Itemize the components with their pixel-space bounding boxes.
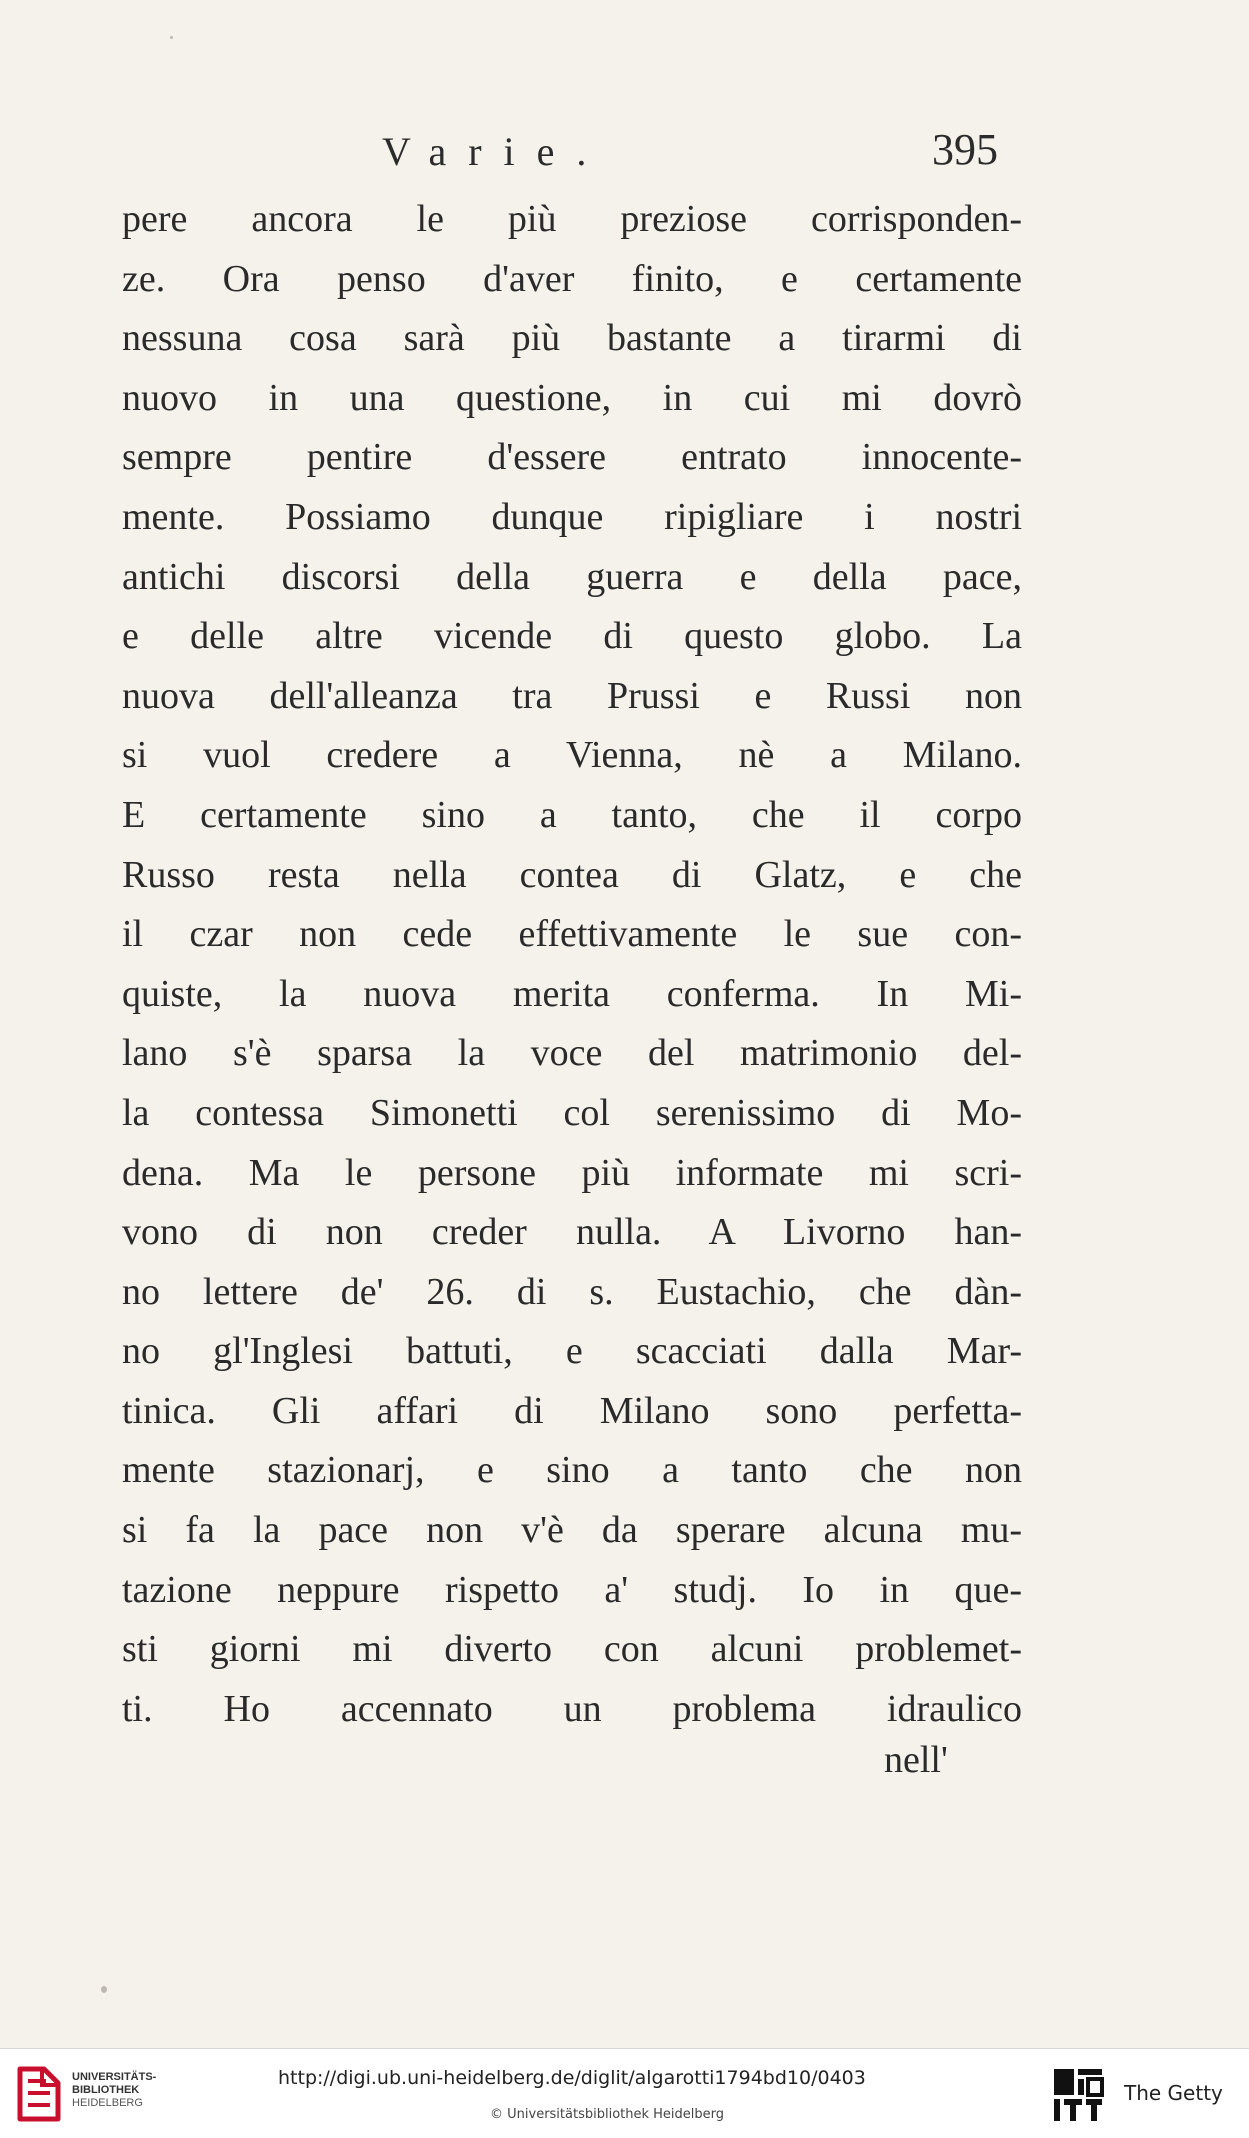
getty-logo-icon[interactable] <box>1052 2067 1104 2123</box>
text-line: nessuna cosa sarà più bastante a tirarmi di <box>122 317 1022 360</box>
library-name-line1: UNIVERSITÄTS- <box>72 2071 157 2083</box>
text-line: sempre pentire d'essere entrato innocente- <box>122 436 1022 479</box>
text-line: e delle altre vicende di questo globo. La <box>122 615 1022 658</box>
text-line: lano s'è sparsa la voce del matrimonio del- <box>122 1032 1022 1075</box>
text-line: il czar non cede effettivamente le sue con- <box>122 913 1022 956</box>
text-line: dena. Ma le persone più informate mi scri- <box>122 1151 1022 1194</box>
text-line: no lettere de' 26. di s. Eustachio, che dàn- <box>122 1270 1022 1313</box>
text-line: la contessa Simonetti col serenissimo di Mo- <box>122 1091 1022 1134</box>
text-line: ze. Ora penso d'aver finito, e certamente <box>122 257 1022 300</box>
text-line: vono di non creder nulla. A Livorno han- <box>122 1211 1022 1254</box>
copyright-notice: © Universitätsbibliothek Heidelberg <box>490 2107 725 2122</box>
library-name-line2: BIBLIOTHEK <box>72 2084 140 2096</box>
text-line: tazione neppure rispetto a' studj. Io in que- <box>122 1568 1022 1611</box>
viewer-footer <box>0 2048 1249 2138</box>
library-name <box>72 2071 156 2110</box>
text-line: mente stazionarj, e sino a tanto che non <box>122 1449 1022 1492</box>
text-line: sti giorni mi diverto con alcuni problemet- <box>122 1628 1022 1671</box>
university-library-logo-icon[interactable] <box>14 2063 64 2125</box>
text-line: quiste, la nuova merita conferma. In Mi- <box>122 972 1022 1015</box>
text-line: Russo resta nella contea di Glatz, e che <box>122 853 1022 896</box>
text-line: no gl'Inglesi battuti, e scacciati dalla Mar- <box>122 1330 1022 1373</box>
page-header <box>0 125 1249 178</box>
text-line: si fa la pace non v'è da sperare alcuna mu- <box>122 1509 1022 1552</box>
paper-speck <box>101 1986 107 1993</box>
text-line: E certamente sino a tanto, che il corpo <box>122 793 1022 836</box>
text-line: mente. Possiamo dunque ripigliare i nostri <box>122 495 1022 538</box>
text-line: pere ancora le più preziose corrisponden- <box>122 198 1022 240</box>
text-line: ti. Ho accennato un problema idraulico <box>122 1687 1022 1730</box>
running-head: Varie. <box>382 129 609 174</box>
text-line: nuovo in una questione, in cui mi dovrò <box>122 376 1022 419</box>
body-text <box>122 190 1022 1739</box>
getty-name: The Getty <box>1124 2081 1223 2105</box>
permalink-url[interactable]: http://digi.ub.uni-heidelberg.de/diglit/algarotti1794bd10/0403 <box>278 2067 866 2089</box>
library-name-line3: HEIDELBERG <box>72 2097 143 2109</box>
catchword: nell' <box>884 1739 948 1781</box>
paper-speck <box>170 36 173 39</box>
page-number: 395 <box>932 125 998 174</box>
text-line: nuova dell'alleanza tra Prussi e Russi non <box>122 674 1022 717</box>
text-line: tinica. Gli affari di Milano sono perfetta- <box>122 1389 1022 1432</box>
text-line: si vuol credere a Vienna, nè a Milano. <box>122 734 1022 777</box>
text-line: antichi discorsi della guerra e della pace, <box>122 555 1022 598</box>
